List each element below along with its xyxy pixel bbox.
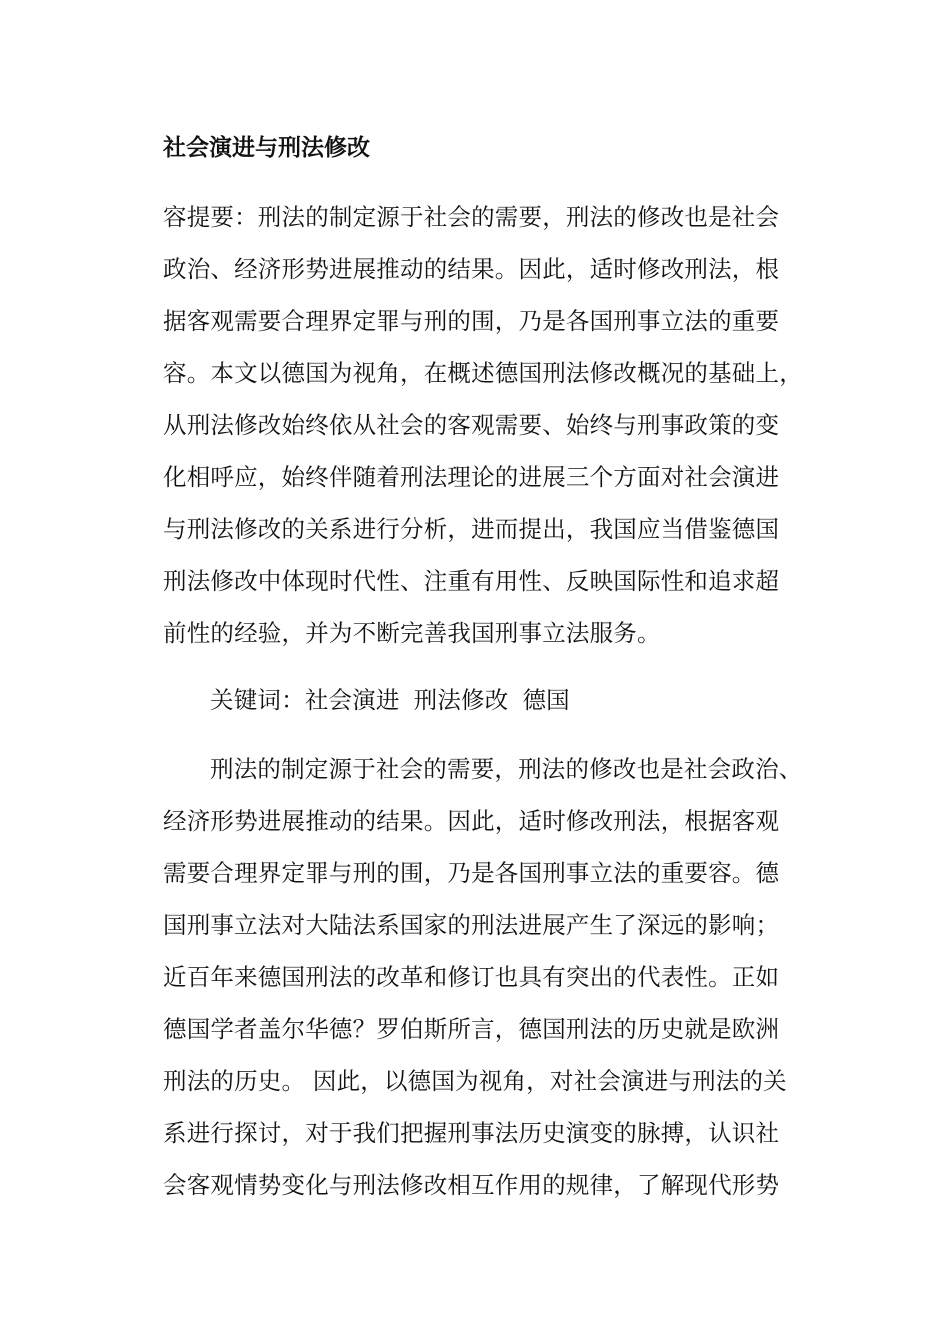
abstract-line: 据客观需要合理界定罪与刑的围，乃是各国刑事立法的重要 [163,307,780,335]
document-title: 社会演进与刑法修改 [163,135,370,161]
body-line: 刑法的制定源于社会的需要，刑法的修改也是社会政治、 [210,755,803,783]
keyword: 德国 [522,686,570,714]
abstract-line: 前性的经验，并为不断完善我国刑事立法服务。 [163,619,661,647]
body-line: 德国学者盖尔华德？罗伯斯所言，德国刑法的历史就是欧洲 [163,1015,780,1043]
abstract-line: 容。本文以德国为视角，在概述德国刑法修改概况的基础上， [163,359,803,387]
keywords-label: 关键词： [210,686,305,714]
abstract-line: 刑法修改中体现时代性、注重有用性、反映国际性和追求超 [163,567,780,595]
body-line: 需要合理界定罪与刑的围，乃是各国刑事立法的重要容。德 [163,859,780,887]
abstract-line: 从刑法修改始终依从社会的客观需要、始终与刑事政策的变 [163,411,780,439]
body-line: 刑法的历史。 因此，以德国为视角，对社会演进与刑法的关 [163,1067,787,1095]
body-line: 系进行探讨，对于我们把握刑事法历史演变的脉搏，认识社 [163,1119,780,1147]
body-line: 国刑事立法对大陆法系国家的刑法进展产生了深远的影响； [163,911,780,939]
keyword: 社会演进 [304,686,400,714]
body-line: 经济形势进展推动的结果。因此，适时修改刑法，根据客观 [163,807,780,835]
abstract-line: 政治、经济形势进展推动的结果。因此，适时修改刑法，根 [163,255,780,283]
abstract-line: 化相呼应，始终伴随着刑法理论的进展三个方面对社会演进 [163,463,780,491]
body-line: 近百年来德国刑法的改革和修订也具有突出的代表性。正如 [163,963,780,991]
body-line: 会客观情势变化与刑法修改相互作用的规律，了解现代形势 [163,1171,780,1199]
abstract-line: 与刑法修改的关系进行分析，进而提出，我国应当借鉴德国 [163,515,780,543]
abstract-line: 容提要：刑法的制定源于社会的需要，刑法的修改也是社会 [163,203,780,231]
keywords-line [210,682,570,718]
keyword: 刑法修改 [413,686,509,714]
